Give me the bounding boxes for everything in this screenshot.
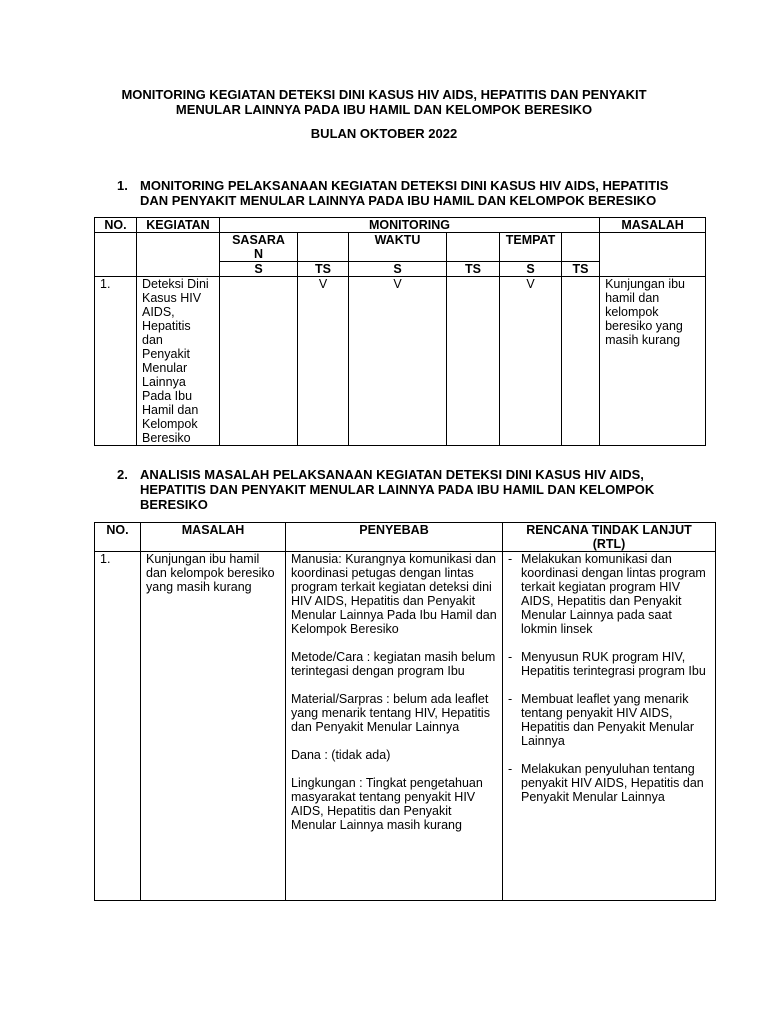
penyebab-lingkungan: Lingkungan : Tingkat pengetahuan masyarakat tentang penyakit HIV AIDS, Hepatitis dan Penyakit Menular Lainnya masih kurang — [291, 776, 483, 832]
kegiatan-line: Hamil dan — [142, 403, 199, 417]
section2-heading-line2: HEPATITIS DAN PENYAKIT MENULAR LAINNYA PADA IBU HAMIL DAN KELOMPOK — [140, 482, 655, 497]
kegiatan-line: Deteksi Dini — [142, 277, 209, 291]
kegiatan-line: Penyakit — [142, 347, 190, 361]
header-no-blank — [95, 233, 137, 277]
section1-number: 1. — [117, 178, 128, 193]
kegiatan-line: Beresiko — [142, 431, 191, 445]
rtl-item: - Membuat leaflet yang menarik tentang penyakit HIV AIDS, Hepatitis dan Penyakit Menular Lainnya — [508, 692, 710, 748]
document-period: BULAN OKTOBER 2022 — [310, 126, 458, 141]
section1-heading-line1: MONITORING PELAKSANAAN KEGIATAN DETEKSI DINI KASUS HIV AIDS, HEPATITIS — [140, 178, 669, 193]
row-masalah — [600, 277, 706, 446]
masalah-line: masih kurang — [605, 333, 681, 347]
header-rtl-line2: (RTL) — [592, 537, 626, 551]
title-line-2: MENULAR LAINNYA PADA IBU HAMIL DAN KELOMPOK BERESIKO — [175, 102, 593, 117]
table-row — [95, 552, 716, 901]
row-kegiatan — [137, 277, 220, 446]
row-waktu-ts — [447, 277, 500, 446]
header-kegiatan-blank — [137, 233, 220, 277]
header-sasaran — [220, 233, 298, 262]
rtl-item: - Melakukan penyuluhan tentang penyakit HIV AIDS, Hepatitis dan Penyakit Menular Lainnya — [508, 762, 710, 804]
header-sasaran-blank — [298, 233, 349, 262]
header-s-waktu: S — [349, 262, 447, 277]
monitoring-table — [94, 217, 706, 446]
header-tempat: TEMPAT — [500, 233, 562, 262]
header-ts-tempat: TS — [562, 262, 600, 277]
penyebab-dana: Dana : (tidak ada) — [291, 748, 391, 762]
section2-number: 2. — [117, 467, 128, 482]
header-penyebab: PENYEBAB — [286, 523, 503, 552]
kegiatan-line: Kasus HIV — [142, 291, 202, 305]
masalah-line: hamil dan — [605, 291, 660, 305]
header-waktu: WAKTU — [349, 233, 447, 262]
row-sasaran-s — [220, 277, 298, 446]
penyebab-material: Material/Sarpras : belum ada leaflet yang menarik tentang HIV, Hepatitis dan Penyakit Menular Lainnya — [291, 692, 490, 734]
rtl-item: - Melakukan komunikasi dan koordinasi dengan lintas program terkait kegiatan program HIV AIDS, Hepatitis dan Penyakit Menular Lainnya pada saat lokmin linsek — [508, 552, 710, 636]
kegiatan-line: Kelompok — [142, 417, 198, 431]
header-kegiatan: KEGIATAN — [137, 218, 220, 233]
document-title — [94, 87, 674, 117]
rtl-item: - Menyusun RUK program HIV, Hepatitis terintegrasi program Ibu — [508, 650, 710, 678]
analysis-table — [94, 522, 716, 901]
row-rtl — [503, 552, 716, 901]
section2-heading — [117, 467, 717, 512]
section2-heading-line1: ANALISIS MASALAH PELAKSANAAN KEGIATAN DETEKSI DINI KASUS HIV AIDS, — [140, 467, 644, 482]
kegiatan-line: Menular — [142, 361, 188, 375]
header-rtl-line1: RENCANA TINDAK LANJUT — [526, 523, 692, 537]
penyebab-metode: Metode/Cara : kegiatan masih belum terintegasi dengan program Ibu — [291, 650, 496, 678]
row-no: 1. — [95, 552, 141, 901]
row-penyebab — [286, 552, 503, 901]
table-subheader-row — [95, 233, 706, 262]
header-masalah: MASALAH — [600, 218, 706, 233]
row-no: 1. — [95, 277, 137, 446]
header-masalah-blank — [600, 233, 706, 277]
section1-heading — [117, 178, 717, 208]
header-monitoring: MONITORING — [220, 218, 600, 233]
table-row — [95, 277, 706, 446]
section1-heading-line2: DAN PENYAKIT MENULAR LAINNYA PADA IBU HAMIL DAN KELOMPOK BERESIKO — [140, 193, 657, 208]
header-tempat-blank — [562, 233, 600, 262]
table-header-row — [95, 523, 716, 552]
penyebab-manusia: Manusia: Kurangnya komunikasi dan koordinasi petugas dengan lintas program terkait kegiatan deteksi dini HIV AIDS, Hepatitis dan Penyakit Menular Lainnya Pada Ibu Hamil dan Kelompok Beresiko — [291, 552, 497, 636]
masalah-line: Kunjungan ibu — [605, 277, 685, 291]
header-waktu-blank — [447, 233, 500, 262]
kegiatan-line: dan — [142, 333, 163, 347]
row-waktu-s: V — [349, 277, 447, 446]
kegiatan-line: Lainnya — [142, 375, 186, 389]
header-sasaran-line1: SASARA — [232, 233, 285, 247]
row-tempat-s: V — [500, 277, 562, 446]
row-sasaran-ts: V — [298, 277, 349, 446]
rtl-list — [508, 552, 710, 804]
kegiatan-line: Pada Ibu — [142, 389, 193, 403]
header-sasaran-line2: N — [253, 247, 264, 261]
header-rtl — [503, 523, 716, 552]
row-tempat-ts — [562, 277, 600, 446]
section2-heading-line3: BERESIKO — [140, 497, 208, 512]
kegiatan-line: Hepatitis — [142, 319, 191, 333]
header-no: NO. — [95, 523, 141, 552]
header-no: NO. — [95, 218, 137, 233]
header-s-tempat: S — [500, 262, 562, 277]
row-masalah: Kunjungan ibu hamil dan kelompok beresiko yang masih kurang — [141, 552, 286, 901]
header-s-sasaran: S — [220, 262, 298, 277]
header-ts-sasaran: TS — [298, 262, 349, 277]
title-line-1: MONITORING KEGIATAN DETEKSI DINI KASUS HIV AIDS, HEPATITIS DAN PENYAKIT — [121, 87, 647, 102]
kegiatan-line: AIDS, — [142, 305, 175, 319]
masalah-line: kelompok — [605, 305, 659, 319]
header-ts-waktu: TS — [447, 262, 500, 277]
table-header-row — [95, 218, 706, 233]
header-masalah: MASALAH — [141, 523, 286, 552]
masalah-line: beresiko yang — [605, 319, 683, 333]
